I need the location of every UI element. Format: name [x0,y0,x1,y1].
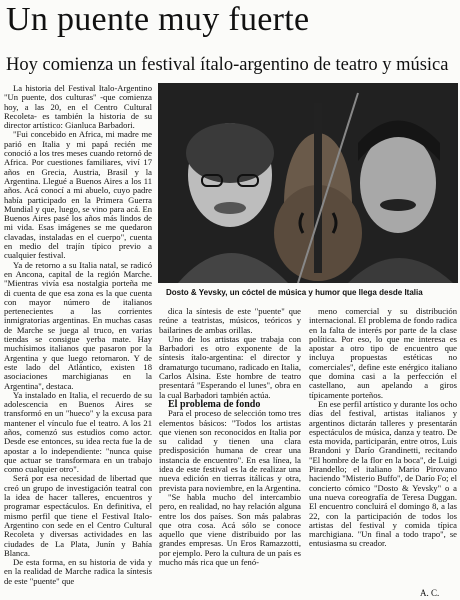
section-title: El problema de fondo [168,398,261,410]
photo-caption: Dosto & Yevsky, un cóctel de música y humor que llega desde Italia [166,288,423,297]
paragraph: Ya instalado en Italia, el recuerdo de su adolescencia en Buenos Aires se transformó en un "hueco" y la excusa para mantener el vínculo fue el teatro. A los 21 años, comenzó sus estudios como actor. Desde ese entonces, su idea recta fue la de apostar a lo independiente: "nunca quise que actuar se transformara en un trabajo como cualquier otro". [4,389,152,475]
paragraph: Ya de retorno a su Italia natal, se radicó en Ancona, capital de la región Marche. "Mientras vivía esa nostalgia porteña me di cuenta de que esa zona es la que cuenta con mayor número de italianos pertenecientes a las corrientes inmigratorias argentinas. En muchas casas de Marche se juega al truco, en varias tiendas se consigue yerba mate. Hay muchísimos italianos que pasaron por la Argentina y que luego retornaron. Y de este lado del Atlántico, existen 18 asociaciones marchigianas en la Argentina", destaca. [4,259,152,391]
article-column-3 [309,307,457,597]
author-signature: A. C. [420,588,440,598]
paragraph: Para el proceso de selección tomo tres elementos básicos: "Todos los artistas que vienen son reconocidos en Italia por su calidad y tienen una clara predisposición humana de crear una instancia de encuentro". En esa línea, la idea de este festival es la de realizar una nueva edición en tierras itálicas y otra, prevista para noviembre, en la Argentina. [159,408,301,493]
paragraph: Uno de los artistas que trabaja con Barbadori es otro exponente de la síntesis ítalo-argentina: el director y dramaturgo tucumano, radicado en Italia, Carlos Alsina. Este hombre de teatro presentará "Esperando el lunes", obra en la cual Barbadori también actúa. [159,333,301,400]
paragraph: meno comercial y su distribución internacional. El problema de fondo radica en la falta de interés por parte de la clase política. Por eso, lo que me interesa es apostar a otro tipo de encuentro que incluya propuestas estéticas no comerciales", define este enérgico italiano que domina casi a la perfección el castellano, aun apelando a giros típicamente porteños. [309,307,457,400]
article-column-1 [4,84,152,596]
paragraph: En ese perfil artístico y durante los ocho días del festival, artistas italianos y argentinos dictarán talleres y presentarán espectáculos de música, danza y teatro. De esta movida, participarán, entre otros, Luis Brandoni y Darío Grandinetti, recitando "El hombre de la flor en la boca", de Luigi Pirandello; el italiano Mario Pirovano haciendo "Misterio Buffo", de Darío Fo; el concierto cómico "Dosto & Yevsky" o a una nueva coreografía de Teresa Duggan. El encuentro concluirá el domingo 8, a las 22, con la participación de todos los artistas del festival y comida típica marchigiana. "Un final a todo trapo", se entusiasma su creador. [309,398,457,549]
paragraph: "Fui concebido en Africa, mi madre me parió en Italia y mi papá recién me conoció a los tres meses cuando retornó de Africa. Por cuestiones familiares, viví 17 años en Grecia, Austria, Brasil y la Argentina. Llegué a Buenos Aires a los 11 años. Acá conocí a mi abuelo, cuyo padre había participado en la Primera Guerra Mundial y que, luego, se vino para acá. En Buenos Aires pasé los años más lindos de mi vida. Esas imágenes se me quedaron clavadas, instaladas en el cuerpo", cuenta en medio del trajín típico previo a cualquier festival. [4,129,152,261]
paragraph: De esta forma, en su historia de vida y en la realidad de Marche radica la síntesis de este "puente" que [4,557,152,586]
article-column-2 [159,307,301,597]
paragraph: Será por esa necesidad de libertad que creó un grupo de investigación teatral con la idea de hacer talleres, encuentros y programar espectáculos. En definitiva, el mismo perfil que tiene el Festival Italo-Argentino con sede en el Centro Cultural Recoleta y diversas actividades en las ciudades de La Plata, Junín y Bahía Blanca. [4,473,152,558]
subheadline: Hoy comienza un festival ítalo-argentino de teatro y música [6,55,449,75]
paragraph: dica la síntesis de este "puente" que reúne a teatristas, músicos, teóricos y bailarines de ambas orillas. [159,307,301,335]
headline: Un puente muy fuerte [6,1,310,38]
paragraph: La historia del Festival Italo-Argentino "Un puente, dos culturas" -que comienza hoy, a las 20, en el Centro Cultural Recoleta- es también la historia de su director artístico: Gianluca Barbadori. [4,84,152,131]
photo-dosto-yevsky [158,83,458,283]
paragraph: "Se habla mucho del intercambio pero, en realidad, no hay relación alguna entre los dos países. Son más palabras que otra cosa. Acá sólo se conoce aquello que viene distribuido por las grandes empresas. Un Eros Ramazzotti, por ejemplo. Pero la cultura de un país es mucho más rica que un fenó- [159,491,301,568]
photo-image [158,83,458,283]
